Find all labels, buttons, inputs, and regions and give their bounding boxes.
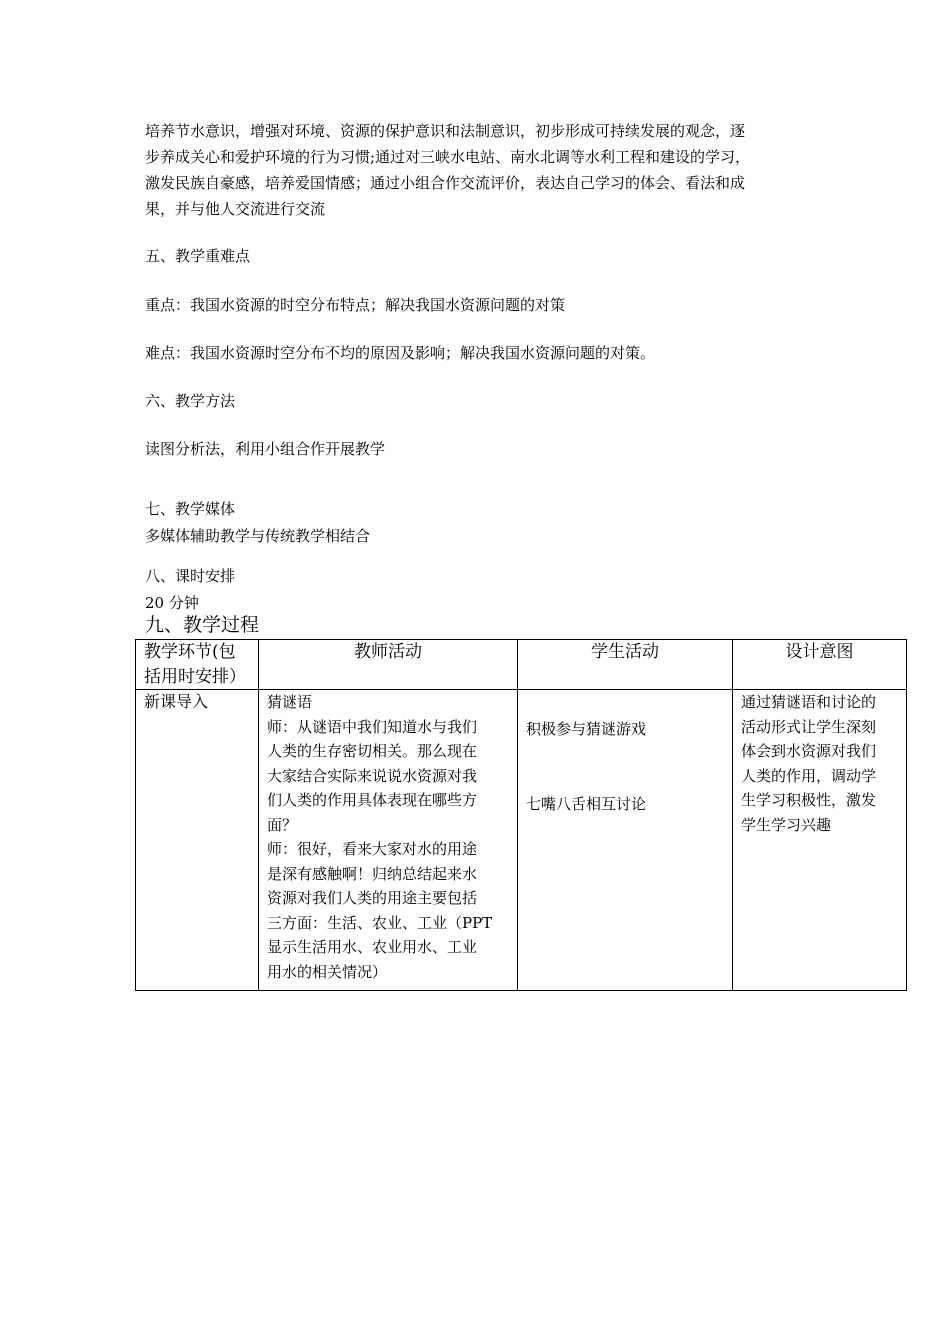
intro-line: 培养节水意识，增强对环境、资源的保护意识和法制意识，初步形成可持续发展的观念，逐 bbox=[145, 122, 746, 140]
intent-line: 体会到水资源对我们 bbox=[741, 742, 877, 760]
intent-line: 生学习积极性，激发 bbox=[741, 791, 877, 809]
intent-line: 活动形式让学生深刻 bbox=[741, 717, 877, 736]
intro-line: 激发民族自豪感，培养爱国情感；通过小组合作交流评价，表达自己学习的体会、看法和成 bbox=[145, 174, 746, 192]
header-stage-line: 括用时安排） bbox=[144, 666, 246, 687]
intro-line: 果，并与他人交流进行交流 bbox=[145, 200, 326, 218]
section9-heading: 九、教学过程 bbox=[145, 614, 260, 636]
section5-heading: 五、教学重难点 bbox=[145, 247, 251, 265]
intro-line: 步养成关心和爱护环境的行为习惯;通过对三峡水电站、南水北调等水利工程和建设的学习， bbox=[145, 148, 751, 166]
header-intent: 设计意图 bbox=[733, 640, 907, 690]
table-row bbox=[136, 690, 907, 991]
teacher-line: 三方面：生活、农业、工业（PPT bbox=[267, 913, 493, 932]
student-activity-2: 七嘴八舌相互讨论 bbox=[526, 794, 647, 813]
teacher-line: 显示生活用水、农业用水、工业 bbox=[267, 938, 478, 956]
teacher-line: 面？ bbox=[267, 815, 298, 834]
section6-heading: 六、教学方法 bbox=[145, 392, 236, 410]
teacher-line: 人类的生存密切相关。那么现在 bbox=[267, 742, 478, 760]
header-student: 学生活动 bbox=[518, 640, 733, 690]
teacher-line: 用水的相关情况） bbox=[267, 962, 388, 981]
key-point-text: 重点：我国水资源的时空分布特点；解决我国水资源问题的对策 bbox=[145, 296, 566, 314]
section7-heading: 七、教学媒体 bbox=[145, 500, 236, 518]
stage-cell: 新课导入 bbox=[136, 690, 259, 991]
intent-line: 人类的作用，调动学 bbox=[741, 766, 877, 785]
section8-heading: 八、课时安排 bbox=[145, 567, 236, 585]
difficult-point-text: 难点：我国水资源时空分布不均的原因及影响；解决我国水资源问题的对策。 bbox=[145, 344, 656, 362]
teacher-line: 师：很好，看来大家对水的用途 bbox=[267, 840, 478, 858]
teacher-line: 大家结合实际来说说水资源对我 bbox=[267, 766, 478, 785]
teaching-process-table bbox=[135, 639, 907, 991]
teacher-line: 师：从谜语中我们知道水与我们 bbox=[267, 717, 478, 736]
header-stage-line: 教学环节(包 bbox=[144, 642, 236, 662]
student-activity-1: 积极参与猜谜游戏 bbox=[526, 720, 647, 738]
teaching-media-text: 多媒体辅助教学与传统教学相结合 bbox=[145, 527, 371, 545]
teacher-line: 资源对我们人类的用途主要包括 bbox=[267, 889, 478, 907]
design-intent-cell bbox=[733, 690, 907, 991]
intent-line: 学生学习兴趣 bbox=[741, 815, 832, 834]
intro-paragraph bbox=[145, 118, 817, 222]
teacher-line: 们人类的作用具体表现在哪些方 bbox=[267, 791, 478, 809]
intent-line: 通过猜谜语和讨论的 bbox=[741, 693, 877, 711]
student-activity-cell bbox=[518, 690, 733, 991]
teacher-line: 是深有感触啊！归纳总结起来水 bbox=[267, 864, 478, 883]
header-stage bbox=[136, 640, 259, 690]
schedule-text: 20 分钟 bbox=[145, 594, 199, 612]
teaching-method-text: 读图分析法，利用小组合作开展教学 bbox=[145, 440, 386, 458]
teacher-activity-cell bbox=[259, 690, 518, 991]
table-header-row bbox=[136, 640, 907, 690]
header-teacher: 教师活动 bbox=[259, 640, 518, 690]
teacher-line: 猜谜语 bbox=[267, 693, 313, 711]
